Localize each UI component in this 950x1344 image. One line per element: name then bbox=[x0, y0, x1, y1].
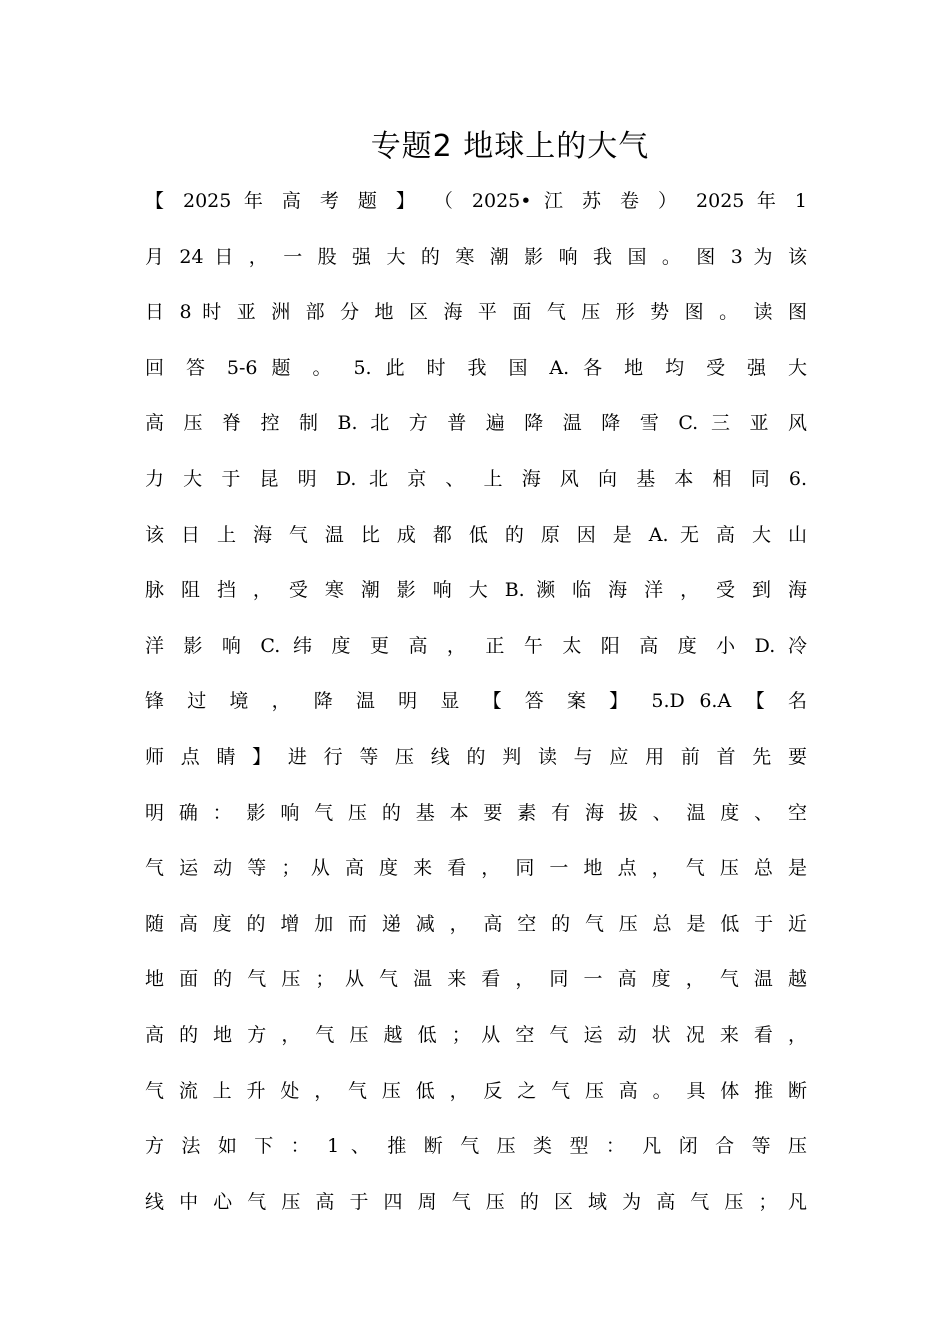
text-line: 【 2025 年 高 考 题 】 （ 2025• 江 苏 卷 ） 2025 年 1 bbox=[145, 190, 807, 212]
text-line: 回 答 5-6 题 。 5. 此 时 我 国 A. 各 地 均 受 强 大 bbox=[145, 356, 807, 379]
text-line: 该 日 上 海 气 温 比 成 都 低 的 原 因 是 A. 无 高 大 山 bbox=[145, 523, 807, 546]
body-text bbox=[145, 182, 807, 1238]
text-line: 洋 影 响 C. 纬 度 更 高 ， 正 午 太 阳 高 度 小 D. 冷 bbox=[145, 634, 807, 657]
text-line: 脉 阻 挡 ， 受 寒 潮 影 响 大 B. 濒 临 海 洋 ， 受 到 海 bbox=[145, 579, 807, 602]
text-line: 力 大 于 昆 明 D. 北 京 、 上 海 风 向 基 本 相 同 6. bbox=[145, 467, 807, 490]
text-line: 方 法 如 下 ： 1 、 推 断 气 压 类 型 ： 凡 闭 合 等 压 bbox=[145, 1135, 807, 1158]
text-line: 师 点 睛 】 进 行 等 压 线 的 判 读 与 应 用 前 首 先 要 bbox=[145, 745, 807, 768]
text-line: 高 的 地 方 ， 气 压 越 低 ； 从 空 气 运 动 状 况 来 看 ， bbox=[145, 1023, 807, 1046]
text-line: 地 面 的 气 压 ； 从 气 温 来 看 ， 同 一 高 度 ， 气 温 越 bbox=[145, 968, 807, 991]
text-line: 随 高 度 的 增 加 而 递 减 ， 高 空 的 气 压 总 是 低 于 近 bbox=[145, 912, 807, 935]
text-line: 日 8 时 亚 洲 部 分 地 区 海 平 面 气 压 形 势 图 。 读 图 bbox=[145, 301, 807, 324]
text-line: 气 运 动 等 ； 从 高 度 来 看 ， 同 一 地 点 ， 气 压 总 是 bbox=[145, 857, 807, 880]
text-line: 高 压 脊 控 制 B. 北 方 普 遍 降 温 降 雪 C. 三 亚 风 bbox=[145, 412, 807, 435]
text-line: 明 确 ： 影 响 气 压 的 基 本 要 素 有 海 拔 、 温 度 、 空 bbox=[145, 801, 807, 824]
page-title: 专题2 地球上的大气 bbox=[370, 129, 650, 164]
text-line: 锋 过 境 ， 降 温 明 显 【 答 案 】 5.D 6.A 【 名 bbox=[145, 690, 807, 713]
text-line: 线 中 心 气 压 高 于 四 周 气 压 的 区 域 为 高 气 压 ； 凡 bbox=[145, 1190, 807, 1213]
text-line: 气 流 上 升 处 ， 气 压 低 ， 反 之 气 压 高 。 具 体 推 断 bbox=[145, 1079, 807, 1102]
text-line: 月 24 日 ， 一 股 强 大 的 寒 潮 影 响 我 国 。 图 3 为 该 bbox=[145, 245, 807, 268]
